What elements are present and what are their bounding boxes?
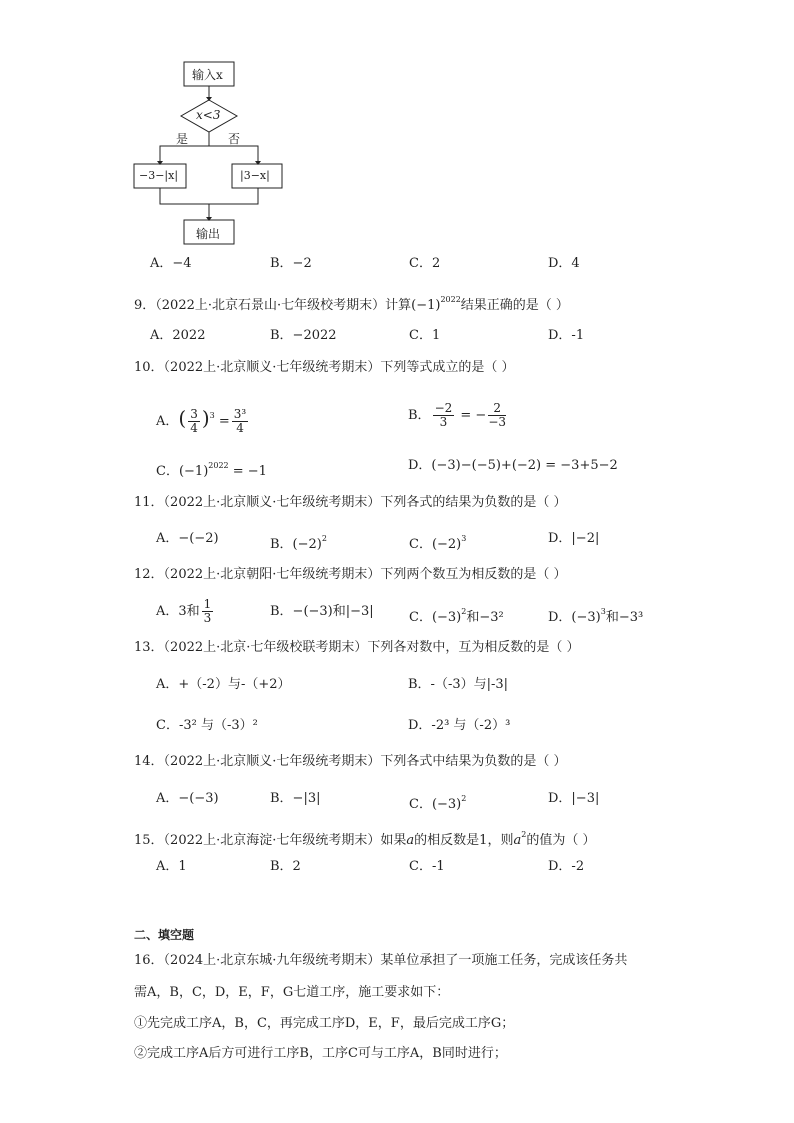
q9-option-b: B．−2022 <box>270 328 337 343</box>
q15-stem: 15．（2022上·北京海淀·七年级统考期末）如果a的相反数是1，则$a^2$的值为（ ） <box>134 830 596 848</box>
q11-option-c: C．$(-2)^3$ <box>409 534 467 552</box>
q15-option-a: A．1 <box>156 859 187 874</box>
section-title-fill-in: 二、填空题 <box>134 928 195 942</box>
q15-option-b: B．2 <box>270 859 301 874</box>
q14-option-a: A．−(−3) <box>156 791 219 806</box>
q10-stem: 10．（2022上·北京顺义·七年级统考期末）下列等式成立的是（ ） <box>134 360 515 375</box>
flowchart <box>0 0 794 260</box>
q16-line-2: 需A，B，C，D，E，F，G七道工序，施工要求如下： <box>134 985 450 1000</box>
q8-option-a: A．−4 <box>150 256 192 271</box>
q12-option-a: A．3和 $\frac{1}{3}$ <box>156 597 212 625</box>
q11-stem: 11．（2022上·北京顺义·七年级统考期末）下列各式的结果为负数的是（ ） <box>134 495 567 510</box>
q9-option-a: A．2022 <box>150 328 206 343</box>
q13-option-b: B．-（-3）与|-3| <box>408 677 509 692</box>
q15-option-c: C．-1 <box>409 859 445 874</box>
q16-line-3: ①先完成工序A，B，C，再完成工序D，E，F，最后完成工序G； <box>134 1016 515 1031</box>
q12-option-b: B．−(−3)和|−3| <box>270 604 374 619</box>
q14-stem: 14．（2022上·北京顺义·七年级统考期末）下列各式中结果为负数的是（ ） <box>134 754 567 769</box>
q12-stem: 12．（2022上·北京朝阳·七年级统考期末）下列两个数互为相反数的是（ ） <box>134 567 567 582</box>
q13-option-c: C．-3² 与（-3）² <box>156 718 258 733</box>
q13-option-d: D．-2³ 与（-2）³ <box>408 718 511 733</box>
q11-option-a: A．−(−2) <box>156 531 219 546</box>
q14-option-d: D．|−3| <box>548 791 600 806</box>
q14-option-c: C．$(-3)^2$ <box>409 794 467 812</box>
q16-line-1: 16．（2024上·北京东城·九年级统考期末）某单位承担了一项施工任务，完成该任务共 <box>134 953 628 968</box>
q10-option-d: D．(−3)−(−5)+(−2) = −3+5−2 <box>408 458 618 473</box>
q8-option-b: B．−2 <box>270 256 312 271</box>
flowchart-right-text: |3−x| <box>240 169 270 182</box>
flowchart-output-text: 输出 <box>196 227 221 241</box>
flowchart-no-label: 否 <box>228 132 241 146</box>
q10-option-a: A．( $\frac{3}{4}$ )$^3$ = $\frac{\text{3³}}{4}$ <box>156 406 247 435</box>
q8-option-d: D．4 <box>548 256 580 271</box>
q11-option-b: B．$(-2)^2$ <box>270 534 327 552</box>
flowchart-yes-label: 是 <box>176 132 189 146</box>
q12-option-d: D．$(-3)^3$和−3³ <box>548 607 644 625</box>
q12-option-c: C．$(-3)^2$和−3² <box>409 607 504 625</box>
q8-option-c: C．2 <box>409 256 441 271</box>
flowchart-left-text: −3−|x| <box>139 169 179 182</box>
q13-option-a: A．+（-2）与-（+2） <box>156 677 291 692</box>
q9-option-d: D．-1 <box>548 328 585 343</box>
flowchart-condition-text: x<3 <box>196 108 221 122</box>
q13-stem: 13．（2022上·北京·七年级校联考期末）下列各对数中，互为相反数的是（ ） <box>134 640 580 655</box>
q9-option-c: C．1 <box>409 328 441 343</box>
q16-line-4: ②完成工序A后方可进行工序B，工序C可与工序A，B同时进行； <box>134 1046 507 1061</box>
q11-option-d: D．|−2| <box>548 531 600 546</box>
q10-option-c: C．$(-1)^{2022} = -1$ <box>156 461 267 479</box>
flowchart-input-text: 输入x <box>192 68 223 82</box>
q14-option-b: B．−|3| <box>270 791 321 806</box>
q15-option-d: D．-2 <box>548 859 585 874</box>
q9-stem: 9．（2022上·北京石景山·七年级校考期末）计算$(-1)^{2022}$结果正确的是（ ） <box>134 295 569 313</box>
q10-option-b: B． $\frac{-2}{3}$ = − $\frac{2}{-3}$ <box>408 401 507 429</box>
